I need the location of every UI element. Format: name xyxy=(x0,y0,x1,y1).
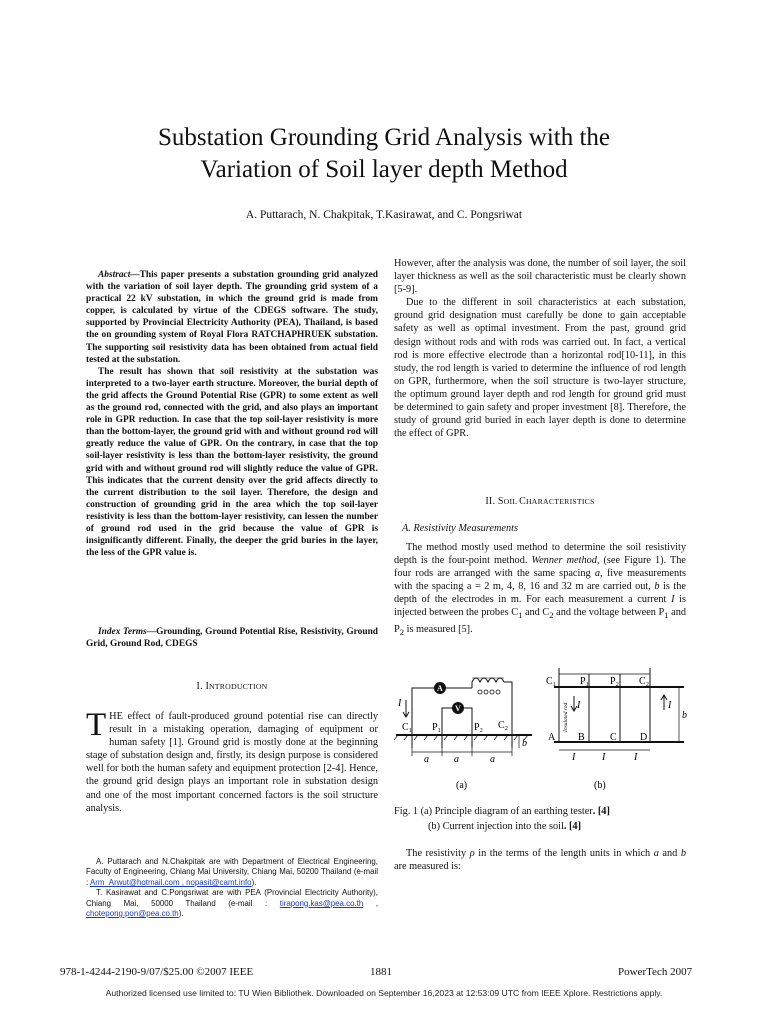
abstract-paragraph-2: The result has shown that soil resistivity at the substation was interpreted to a two-layer earth structure. Moreover, the burial depth of the grid affects the Ground Potential Rise (GPR) to some extent as well as the ground rod, connected with the grid, and also plays an important role in GPR reduction. In case that the top soil-layer resistivity is more than the bottom-layer, the ground grid with and without ground rod will greatly reduce the value of GPR. On the contrary, in case that the top soil-layer resistivity is less than the bottom-layer resistivity, the ground grid with and without ground rod will slightly reduce the value of GPR. This indicates that the current density over the grid affects directly to the current distribution to the soil layer. Therefore, the design and construction of grounding grid in the area which the top soil-layer resistivity is less than the bottom-layer resistivity, can lessen the number of ground rod used in the grid because the value of GPR is insignificantly different. Finally, the deeper the grid buries in the layer, the less of the GPR value is. xyxy=(86,366,378,559)
footer-page-number: 1881 xyxy=(370,966,392,978)
abstract xyxy=(86,269,378,559)
fig-a-spacing-3: a xyxy=(490,754,495,765)
footnote-2: T. Kasirawat and C.Pongsriwat are with PEA (Provincial Electricity Authority), Chiang Mai, 50000 Thailand (e-mail : tirapong.kas@pea.co.th , chotepong.pon@pea.co.th). xyxy=(86,888,379,919)
fig-b-point-b: B xyxy=(578,732,585,743)
fig-a-spacing-1: a xyxy=(424,754,429,765)
license-disclaimer: Authorized licensed use limited to: TU Wien Bibliothek. Downloaded on September 16,2023 at 12:53:09 UTC from IEEE Xplore. Restrictions apply. xyxy=(105,988,663,998)
fig-b-current-in: I xyxy=(577,700,581,711)
fig-a-c2-label: C₂ xyxy=(498,720,509,731)
figure-1-caption xyxy=(394,804,694,834)
email-link-2[interactable]: tirapong.kas@pea.co.th xyxy=(279,898,364,908)
paper-title xyxy=(60,122,708,186)
drop-cap: T xyxy=(86,707,107,743)
fig-b-insulated-rod-label: Insulated rod xyxy=(563,702,569,732)
index-terms-lead: Index Terms xyxy=(98,627,147,637)
fig-b-p2-label: P₂ xyxy=(610,676,620,687)
email-link-1[interactable]: Arm_Arwut@hotmail.com , nopasit@camt.info xyxy=(89,877,252,887)
author-affiliation-footnote xyxy=(86,857,378,919)
fig-b-sublabel: (b) xyxy=(594,780,606,791)
abstract-lead: Abstract xyxy=(98,270,131,280)
figure-1a-earthing-tester xyxy=(394,678,532,756)
introduction-paragraph: THE effect of fault-produced ground potential rise can directly result in a mistaking operation, damaging of equipment or human safety [1]. Ground grid is mostly done at the beginning stage of substation design and, firstly, its design purpose is considered well for both the human safety and equipment protection [2-4]. Hence, the ground grid design plays an important role in substation design and one of the most important concerned factors is the soil structure analysis. xyxy=(86,707,378,814)
fig-a-c1-label: C₁ xyxy=(402,722,413,733)
section-heading-introduction: I. INTRODUCTION xyxy=(196,681,268,692)
resistivity-formula-intro: The resistivity ρ in the terms of the length units in which a and b are measured is: xyxy=(394,848,686,873)
fig-b-spacing-2: I xyxy=(602,752,606,763)
caption-line-2: (b) Current injection into the soil. [4] xyxy=(428,821,581,832)
subsection-heading-resistivity: A. Resistivity Measurements xyxy=(402,523,519,534)
fig-a-spacing-2: a xyxy=(454,754,459,765)
ammeter-label: A xyxy=(437,684,443,693)
abstract-paragraph-1: Abstract—This paper presents a substation grounding grid analyzed with the variation of soil layer depth. The grounding grid system of a practical 22 kV substation, in which the ground grid is made from copper, is calculated by virtue of the CDEGS software. The study, supported by Provincial Electricity Authority (PEA), Thailand, is based the on grounding system of Royal Flora RATCHAPHRUEK substation. The supporting soil resistivity data has been obtained from actual field tested at the substation. xyxy=(86,270,378,365)
footnote-1: A. Puttarach and N.Chakpitak are with Department of Electrical Engineering, Faculty of Engineering, Chiang Mai University, Chiang Mai, 50200 Thailand (e-mail : Arm_Arwut@hotmail.com , nopasit@camt.info). xyxy=(86,857,378,887)
paragraph-ground-grid-design: Due to the different in soil characteristics at each substation, ground grid designation must carefully be done to gain acceptable safety as well as optimal investment. From the past, ground grid design without rods and with rods was carried out. In fact, a vertical rod is more effective electrode than a horizontal rod[10-11], in this study, the rod length is varied to determine the influence of rod length on GPR, furthermore, when the soil structure is two-layer structure, the optimum ground layer depth and rod length for ground grid must be determined to gain safety and proper investment [8]. Therefore, the study of ground grid buried in each layer depth is done to determine the effect of GPR. xyxy=(394,297,686,440)
fig-b-point-d: D xyxy=(640,732,648,743)
fig-b-c2-label: C₂ xyxy=(639,676,650,687)
footer-isbn: 978-1-4244-2190-9/07/$25.00 ©2007 IEEE xyxy=(60,966,254,978)
fig-a-depth-label: b xyxy=(522,738,527,749)
fig-b-p1-label: P₁ xyxy=(580,676,590,687)
figure-1-diagram xyxy=(394,660,694,800)
fig-a-p1-label: P₁ xyxy=(432,722,442,733)
fig-b-c1-label: C₁ xyxy=(546,676,557,687)
author-list: A. Puttarach, N. Chakpitak, T.Kasirawat, and C. Pongsriwat xyxy=(245,209,523,221)
fig-b-depth-label: b xyxy=(682,710,687,721)
footer-conference: PowerTech 2007 xyxy=(618,966,693,978)
section-heading-soil-characteristics: II. SOIL CHARACTERISTICS xyxy=(485,496,595,507)
index-terms: Index Terms—Grounding, Ground Potential Rise, Resistivity, Ground Grid, Ground Rod, CDEGS xyxy=(86,627,379,650)
email-link-3[interactable]: chotepong.pon@pea.co.th xyxy=(86,909,179,919)
right-column-intro-continued xyxy=(394,257,686,440)
fig-b-spacing-3: I xyxy=(634,752,638,763)
fig-b-current-out: I xyxy=(668,700,672,711)
fig-b-point-c: C xyxy=(610,732,617,743)
voltmeter-label: V xyxy=(455,704,461,713)
fig-b-spacing-1: I xyxy=(572,752,576,763)
title-line-2: Variation of Soil layer depth Method xyxy=(200,156,568,183)
resistivity-paragraph: The method mostly used method to determine the soil resistivity depth is the four-point method. Wenner method, (see Figure 1). The four rods are arranged with the same spacing a, five measurements with the spacing a = 2 m, 4, 8, 16 and 32 m are carried out, b is the depth of the electrodes in m. For each measurement a current I is injected between the probes $C_1$ and $C_2$ and the voltage between $P_1$ and $P_2$ is measured [5]. xyxy=(394,542,687,637)
fig-a-p2-label: P₂ xyxy=(474,722,484,733)
fig-a-current-label: I xyxy=(398,698,402,709)
caption-line-1: Fig. 1 (a) Principle diagram of an earthing tester. [4] xyxy=(394,806,610,817)
fig-b-point-a: A xyxy=(548,732,556,743)
paragraph-continued: However, after the analysis was done, the number of soil layer, the soil layer thickness as well as the soil characteristic must be clearly shown [5-9]. xyxy=(394,258,686,296)
fig-a-sublabel: (a) xyxy=(456,780,468,791)
title-line-1: Substation Grounding Grid Analysis with the xyxy=(157,124,611,151)
